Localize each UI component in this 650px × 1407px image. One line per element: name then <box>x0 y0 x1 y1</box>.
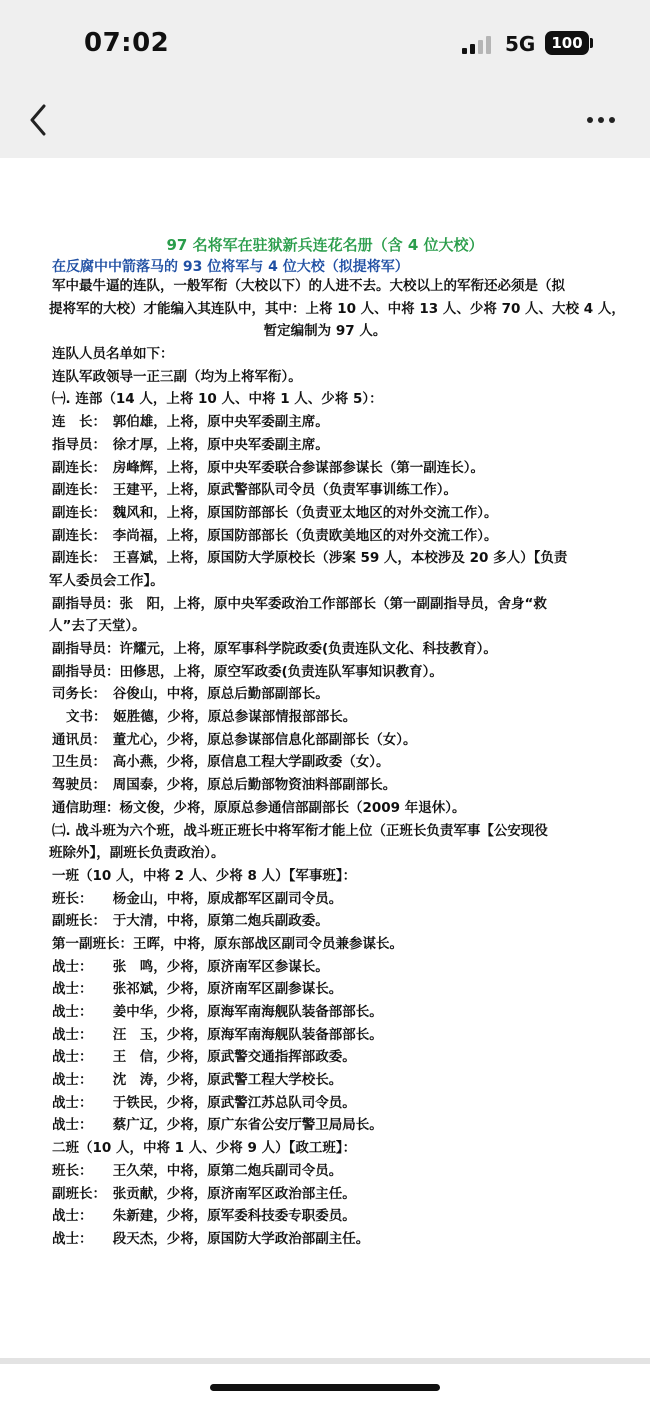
doc-line: 副连长： 王喜斌，上将，原国防大学原校长（涉案 59 人，本校涉及 20 多人）【负责 <box>52 550 568 567</box>
doc-line: 第一副班长：王晖，中将，原东部战区副司令员兼参谋长。 <box>52 935 403 952</box>
doc-line: 二班（10 人，中将 1 人、少将 9 人）【政工班】： <box>52 1140 357 1157</box>
doc-line: 军中最牛逼的连队，一般军衔（大校以下）的人进不去。大校以上的军衔还必须是（拟 <box>52 278 565 294</box>
status-time: 07:02 <box>84 28 170 58</box>
doc-line: 副指导员：张 阳，上将，原中央军委政治工作部部长（第一副副指导员，舍身“救 <box>52 595 547 612</box>
doc-line: 副指导员：许耀元，上将，原军事科学院政委(负责连队文化、科技教育）。 <box>52 641 497 657</box>
doc-line: 副连长： 魏风和，上将，原国防部部长（负责亚太地区的对外交流工作）。 <box>52 504 498 521</box>
doc-line: 战士： 朱新建，少将，原军委科技委专职委员。 <box>52 1208 356 1225</box>
document-image <box>0 158 650 1358</box>
back-chevron-icon[interactable] <box>22 98 62 142</box>
doc-line: 连 长： 郭伯雄，上将，原中央军委副主席。 <box>52 414 329 431</box>
document-body <box>49 275 637 1251</box>
doc-line: 战士： 于铁民，少将，原武警江苏总队司令员。 <box>52 1094 356 1111</box>
doc-line: 战士： 张 鸣，少将，原济南军区参谋长。 <box>52 958 329 975</box>
doc-line: 一班（10 人，中将 2 人、少将 8 人）【军事班】： <box>52 867 357 884</box>
doc-line: 文书： 姬胜德，少将，原总参谋部情报部部长。 <box>66 709 357 726</box>
doc-line: 提将军的大校）才能编入其连队中，其中：上将 10 人、中将 13 人、少将 70 人、大校 4 人， <box>49 300 625 317</box>
doc-line: 司务长： 谷俊山，中将，原总后勤部副部长。 <box>52 686 329 703</box>
doc-line: 班长： 杨金山，中将，原成都军区副司令员。 <box>52 890 343 907</box>
doc-line: 军人委员会工作】。 <box>49 572 164 589</box>
doc-line: 副班长： 于大清，中将，原第二炮兵副政委。 <box>52 913 329 930</box>
doc-line: 副连长： 李尚福，上将，原国防部部长（负责欧美地区的对外交流工作）。 <box>52 527 498 544</box>
doc-line: 副连长： 王建平，上将，原武警部队司令员（负责军事训练工作）。 <box>52 482 457 499</box>
doc-line: 班长： 王久荣，中将，原第二炮兵副司令员。 <box>52 1162 343 1179</box>
doc-line: 战士： 姜中华，少将，原海军南海舰队装备部部长。 <box>52 1004 383 1020</box>
home-indicator[interactable] <box>210 1384 440 1391</box>
network-type: 5G <box>505 32 536 56</box>
document-title: 97 名将军在驻狱新兵连花名册（含 4 位大校） <box>166 236 484 254</box>
doc-line: 战士： 王 信，少将，原武警交通指挥部政委。 <box>52 1049 356 1066</box>
battery-icon: 100 <box>545 31 589 55</box>
doc-line: 通信助理：杨文俊，少将，原原总参通信部副部长（2009 年退休）。 <box>52 799 466 816</box>
more-dots-icon[interactable] <box>582 102 622 138</box>
nav-bar <box>0 90 650 158</box>
doc-line: 战士： 蔡广辽，少将，原广东省公安厅警卫局局长。 <box>52 1117 383 1134</box>
doc-line: 战士： 张祁斌，少将，原济南军区副参谋长。 <box>52 981 343 998</box>
doc-line: 战士： 汪 玉，少将，原海军南海舰队装备部部长。 <box>52 1026 383 1043</box>
document-subtitle: 在反腐中中箭落马的 93 位将军与 4 位大校（拟提将军） <box>52 259 409 275</box>
doc-line: 指导员： 徐才厚，上将，原中央军委副主席。 <box>52 436 329 453</box>
doc-line: 班除外】，副班长负责政治）。 <box>49 845 225 862</box>
doc-line: 副连长： 房峰辉，上将，原中央军委联合参谋部参谋长（第一副连长）。 <box>52 459 484 476</box>
bottom-divider <box>0 1358 650 1364</box>
doc-line: 战士： 沈 涛，少将，原武警工程大学校长。 <box>52 1072 343 1089</box>
doc-line: ㈡. 战斗班为六个班，战斗班正班长中将军衔才能上位（正班长负责军事【公安现役 <box>52 822 548 839</box>
signal-icon <box>462 36 494 54</box>
doc-line: 连队人员名单如下： <box>52 346 174 363</box>
doc-line: 暂定编制为 97 人。 <box>263 323 387 340</box>
doc-line: 卫生员： 高小燕，少将，原信息工程大学副政委（女）。 <box>52 754 390 771</box>
battery-tip <box>590 38 593 48</box>
doc-line: 副指导员：田修思，上将，原空军政委(负责连队军事知识教育）。 <box>52 663 443 680</box>
doc-line: 战士： 段天杰，少将，原国防大学政治部副主任。 <box>52 1230 370 1247</box>
doc-line: 通讯员： 董尤心，少将，原总参谋部信息化部副部长（女）。 <box>52 731 417 748</box>
doc-line: 连队军政领导一正三副（均为上将军衔）。 <box>52 368 302 385</box>
doc-line: 人”去了天堂）。 <box>49 618 146 635</box>
doc-line: ㈠. 连部（14 人，上将 10 人、中将 1 人、少将 5）： <box>52 391 383 408</box>
doc-line: 驾驶员： 周国泰，少将，原总后勤部物资油料部副部长。 <box>52 777 397 794</box>
doc-line: 副班长： 张贡献，少将，原济南军区政治部主任。 <box>52 1185 356 1202</box>
status-bar <box>0 0 650 90</box>
